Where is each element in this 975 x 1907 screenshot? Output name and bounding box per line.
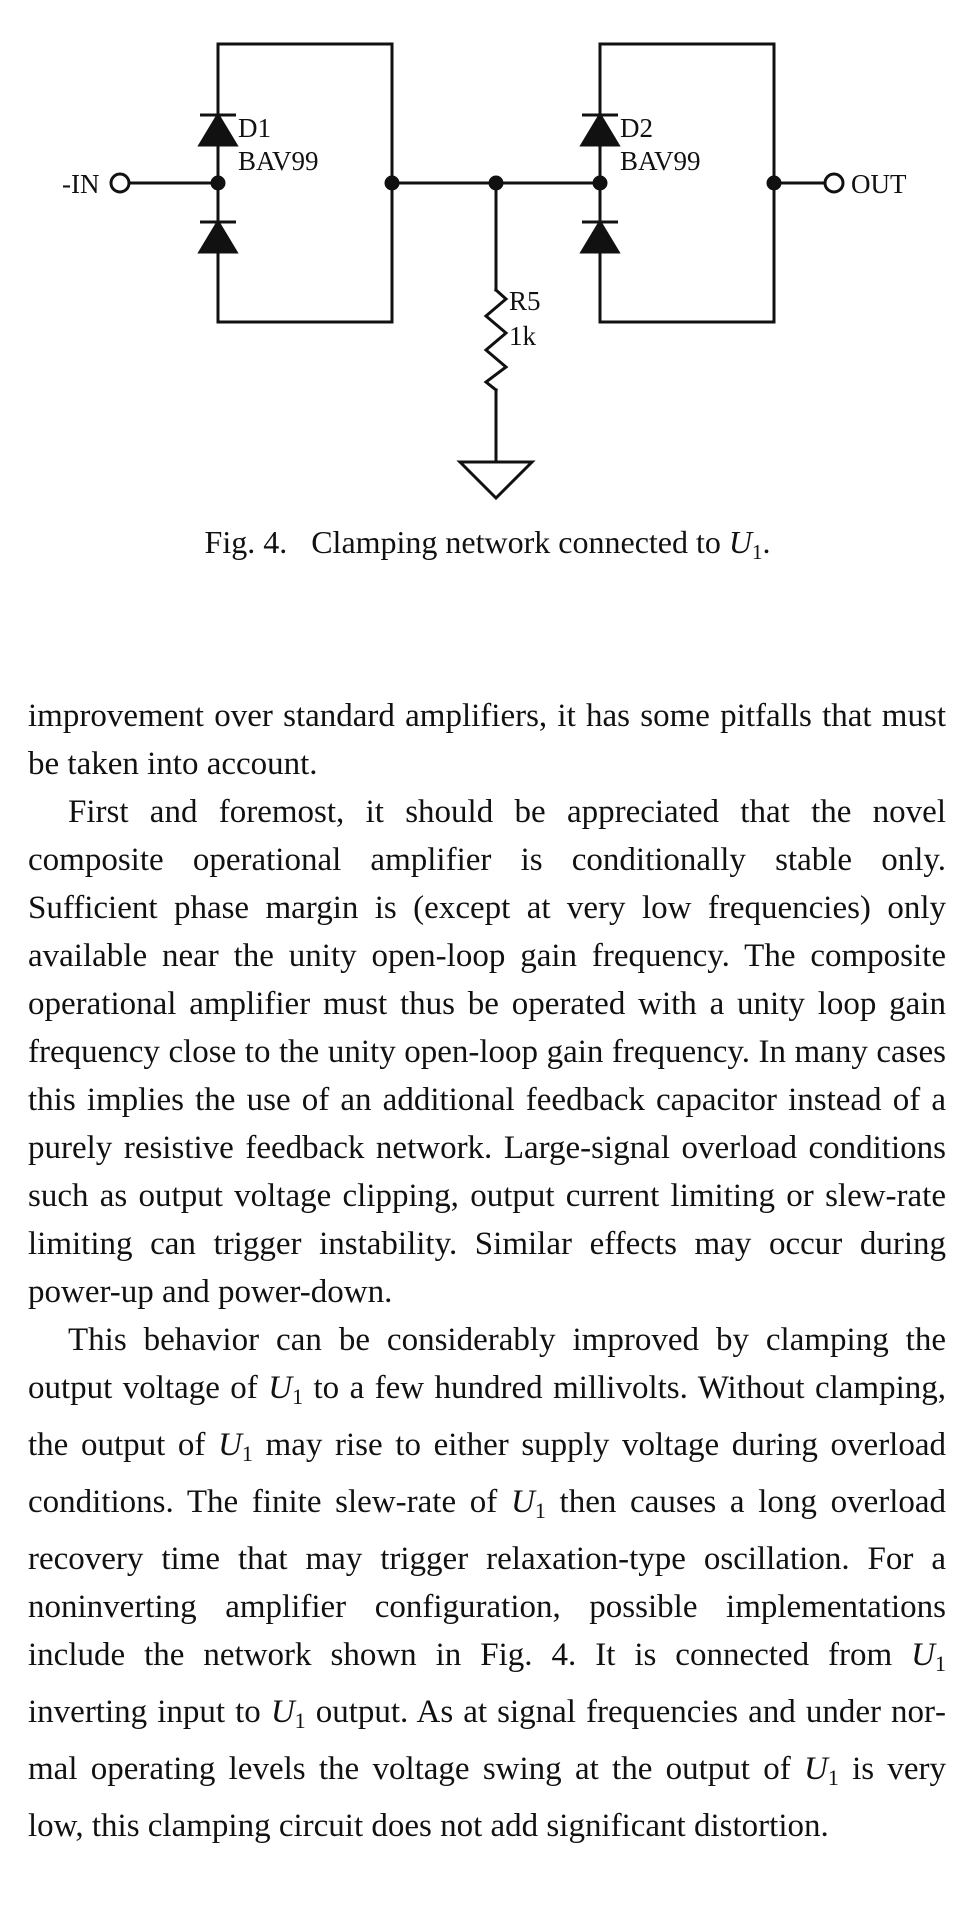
paragraph-2: First and foremost, it should be appreciated that the novel composite operational amplifier is conditionally stable only. Sufficient phase margin is (except at very low frequencies) only available near the unity open-loop gain frequency. The composite operational amplifier must thus be operated with a unity loop gain frequency close to the unity open-loop gain frequency. In many cases this implies the use of an additional feedback capacitor instead of a purely resistive feedback network. Large-signal overload conditions such as output voltage clipping, output current limiting or slew-rate limiting can trigger instability. Similar effects may occur during power-up and power-down. [28,794,946,1310]
d1-lower-diode [200,222,236,252]
d1-package-outline [218,44,392,322]
caption-symbol: U [728,524,752,560]
output-terminal [825,174,843,192]
junction-dot [386,177,398,189]
d1-part-label: BAV99 [238,146,319,176]
junction-dot [490,177,502,189]
d2-package-outline [600,44,774,322]
d2-lower-diode [582,222,618,252]
junction-dot [594,177,606,189]
figure-caption [0,522,975,572]
caption-suffix: . [762,524,771,560]
u1-symbol: U [218,1427,242,1463]
u1-symbol: U [270,1694,295,1730]
u1-symbol: U [911,1637,935,1673]
r5-value-label: 1k [509,321,536,351]
u1-subscript: 1 [827,1765,839,1790]
u1-symbol: U [511,1484,535,1520]
caption-text: Clamping network connected to [311,524,721,560]
caption-symbol-subscript: 1 [751,540,763,564]
ground-symbol [460,462,532,498]
output-label: OUT [851,169,907,199]
u1-subscript: 1 [534,1498,546,1523]
u1-subscript: 1 [294,1708,306,1733]
clamping-network-schematic [0,0,975,520]
u1-symbol: U [268,1370,293,1406]
schematic-figure [0,0,975,520]
r5-ref-label: R5 [509,286,541,316]
junction-dot [212,177,224,189]
d1-upper-diode [200,115,236,145]
u1-symbol: U [803,1751,828,1787]
caption-prefix: Fig. 4. [204,524,288,560]
d1-ref-label: D1 [238,113,271,143]
u1-subscript: 1 [935,1651,946,1676]
d2-upper-diode [582,115,618,145]
d2-part-label: BAV99 [620,146,701,176]
d2-ref-label: D2 [620,113,653,143]
r5-resistor [486,290,506,390]
input-terminal [111,174,129,192]
u1-subscript: 1 [292,1384,304,1409]
input-label: -IN [62,169,100,199]
body-text-column [28,692,946,1850]
paragraph-3: This behavior can be considerably improved by clamping the output voltage of $U_1$ to a few hundred millivolts. Without clamping, the output of $U_1$ may rise to either supply voltage during overload conditions. The finite slew-rate of $U_1$ then causes a long overload recovery time that may trigger relaxation-type oscillation. For a noninverting amplifier configuration, possible implementations include the network shown in Fig. 4. It is connected from $U_1$ inverting input to $U_1$ output. As at signal frequencies and under normal operating levels the voltage swing at the output of $U_1$ is very low, this clamping circuit does not add significant distortion. [28,1322,947,1844]
junction-dot [768,177,780,189]
paragraph-1: improvement over standard amplifiers, it has some pitfalls that must be taken into account. [28,698,946,782]
u1-subscript: 1 [241,1441,253,1466]
